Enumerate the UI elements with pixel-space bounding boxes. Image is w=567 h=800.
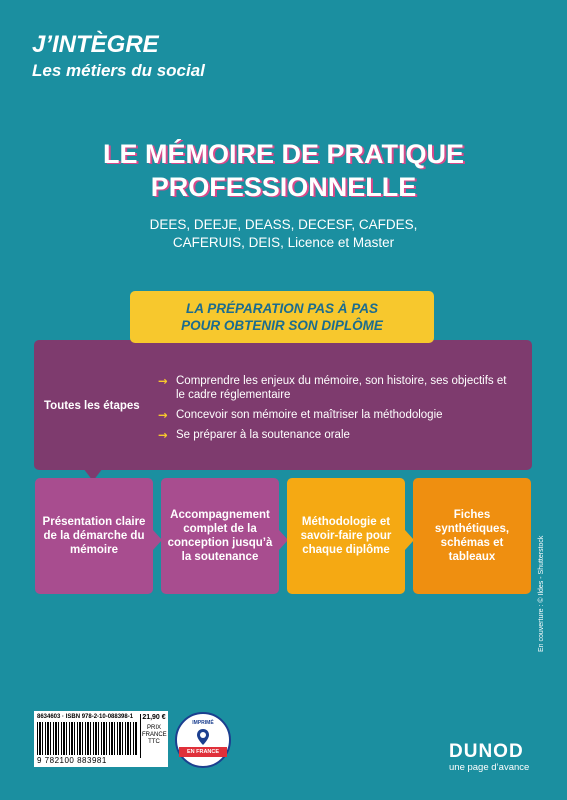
book-title <box>0 138 567 204</box>
feature-card-fiches: Fiches synthétiques, schémas et tableaux <box>413 478 531 594</box>
book-title-line2: PROFESSIONNELLE <box>150 172 417 202</box>
steps-list <box>158 374 518 448</box>
diploma-line1: DEES, DEEJE, DEASS, DECESF, CAFDES, <box>149 217 418 232</box>
seal-top-text: IMPRIMÉ <box>192 720 214 726</box>
diploma-list <box>0 216 567 252</box>
price: 21,90 € <box>142 714 166 721</box>
steps-panel <box>34 340 532 470</box>
arrow-right-icon: → <box>158 428 168 442</box>
printed-in-france-seal <box>175 712 231 768</box>
banner-line2: POUR OBTENIR SON DIPLÔME <box>181 318 383 333</box>
arrow-right-icon: → <box>158 374 168 388</box>
barcode <box>34 711 168 767</box>
seal-ribbon: EN FRANCE <box>179 747 227 757</box>
location-pin-icon <box>194 728 212 746</box>
isbn-text: 8634603 · ISBN 978-2-10-088398-1 <box>37 714 134 720</box>
publisher-logo: DUNOD <box>449 741 524 762</box>
publisher-tagline: une page d’avance <box>449 762 530 773</box>
arrow-right-icon: → <box>158 408 168 422</box>
diploma-line2: CAFERUIS, DEIS, Licence et Master <box>172 235 395 250</box>
series-title: J’INTÈGRE <box>32 31 159 58</box>
divider <box>140 714 141 758</box>
list-item: → Se préparer à la soutenance orale <box>158 428 350 442</box>
steps-label: Toutes les étapes <box>44 400 140 412</box>
barcode-digits: 9 782100 883981 <box>37 756 107 765</box>
barcode-bars <box>37 722 138 755</box>
feature-card-accompagnement: Accompagnement complet de la conception jusqu’à la soutenance <box>161 478 279 594</box>
book-title-line1: LE MÉMOIRE DE PRATIQUE <box>102 139 465 169</box>
feature-card-presentation: Présentation claire de la démarche du mémoire <box>35 478 153 594</box>
price-label: PRIX FRANCE TTC <box>142 725 167 745</box>
list-item: → Concevoir son mémoire et maîtriser la méthodologie <box>158 408 443 422</box>
banner <box>130 291 434 343</box>
feature-card-methodologie: Méthodologie et savoir-faire pour chaque diplôme <box>287 478 405 594</box>
banner-line1: LA PRÉPARATION PAS À PAS <box>185 301 378 316</box>
list-item: → Comprendre les enjeux du mémoire, son histoire, ses objectifs et le cadre réglementaire <box>158 374 507 401</box>
photo-credit: En couverture : © Ildes - Shutterstock <box>538 535 545 652</box>
series-subtitle: Les métiers du social <box>32 61 205 80</box>
